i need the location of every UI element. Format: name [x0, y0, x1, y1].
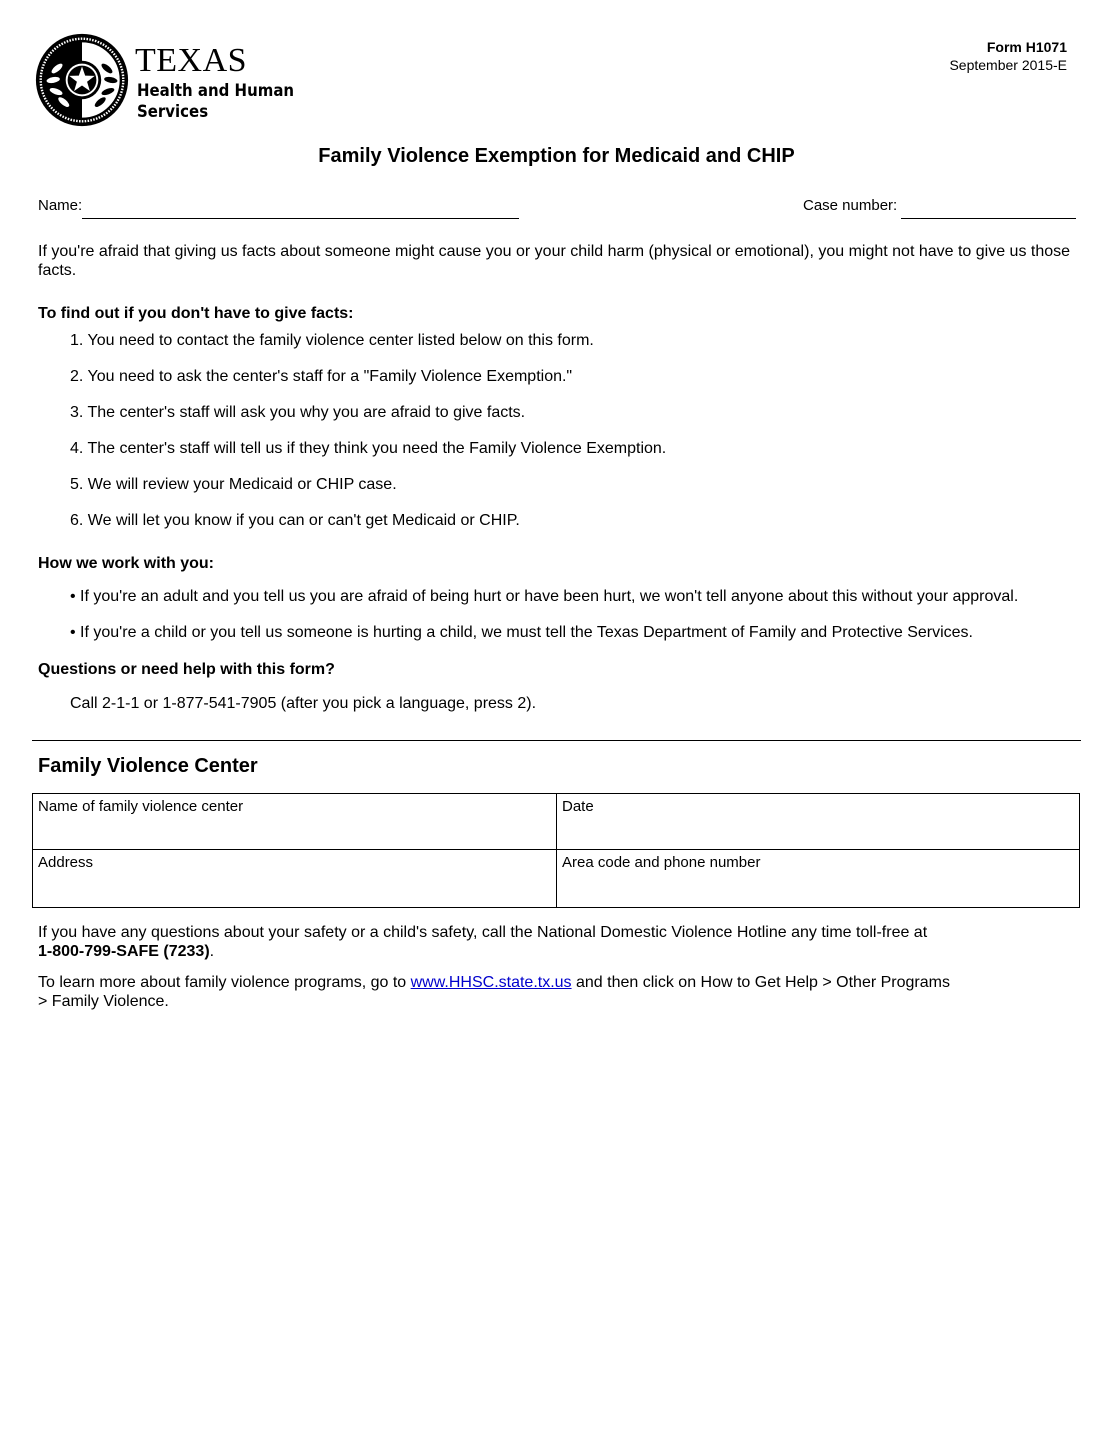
find-out-heading: To find out if you don't have to give facts: [38, 305, 354, 322]
date-field[interactable] [557, 794, 1080, 850]
step-item: 4. The center's staff will tell us if they think you need the Family Violence Exemption. [70, 440, 667, 457]
step-item: 3. The center's staff will ask you why you are afraid to give facts. [70, 404, 526, 421]
bullet-item: • If you're a child or you tell us someone is hurting a child, we must tell the Texas Department of Family and Protective Services. [70, 624, 973, 641]
phone-field[interactable] [557, 850, 1080, 908]
page-title: Family Violence Exemption for Medicaid and CHIP [318, 145, 795, 167]
name-label: Name: [38, 197, 83, 214]
family-violence-center-title: Family Violence Center [38, 755, 258, 777]
name-field[interactable] [82, 218, 519, 219]
learn-more-paragraph [38, 973, 1078, 1011]
intro-paragraph: If you're afraid that giving us facts about someone might cause you or your child harm (physical or emotional), you might not have to give us those facts. [38, 243, 1071, 279]
help-text: Call 2-1-1 or 1-877-541-7905 (after you pick a language, press 2). [70, 695, 537, 712]
date-label: Date [562, 798, 594, 815]
section-divider [32, 740, 1081, 741]
brand-subtitle [137, 81, 294, 123]
family-violence-center-table [32, 793, 1080, 908]
brand-subtitle-line1: Health and Human [137, 81, 295, 101]
hhsc-website-link[interactable]: www.HHSC.state.tx.us [410, 974, 572, 991]
address-field[interactable] [33, 850, 557, 908]
bullet-item: • If you're an adult and you tell us you are afraid of being hurt or have been hurt, we won't tell anyone about this without your approval. [70, 588, 1019, 605]
help-heading: Questions or need help with this form? [38, 661, 335, 678]
center-name-field[interactable] [33, 794, 557, 850]
phone-label: Area code and phone number [562, 854, 761, 871]
hotline-paragraph [38, 923, 1078, 961]
hotline-end: . [209, 943, 215, 960]
address-label: Address [38, 854, 94, 871]
brand-name: TEXAS [135, 42, 248, 79]
case-number-label: Case number: [803, 197, 898, 214]
learn-suffix-2: > Family Violence. [38, 993, 169, 1010]
brand-subtitle-line2: Services [137, 102, 209, 122]
step-item: 2. You need to ask the center's staff for a "Family Violence Exemption." [70, 368, 573, 385]
learn-prefix: To learn more about family violence programs, go to [38, 974, 411, 991]
step-item: 6. We will let you know if you can or can't get Medicaid or CHIP. [70, 512, 520, 529]
form-identifier [949, 38, 1067, 74]
learn-suffix: and then click on How to Get Help > Other Programs [571, 974, 950, 991]
work-with-you-heading: How we work with you: [38, 555, 215, 572]
form-date: September 2015-E [949, 57, 1067, 73]
step-item: 1. You need to contact the family violence center listed below on this form. [70, 332, 594, 349]
texas-seal-icon [34, 32, 130, 128]
case-number-field[interactable] [901, 218, 1076, 219]
center-name-label: Name of family violence center [38, 798, 244, 815]
hotline-number: 1-800-799-SAFE (7233) [38, 943, 210, 960]
form-number: Form H1071 [986, 39, 1067, 55]
hotline-text: If you have any questions about your safety or a child's safety, call the National Domestic Violence Hotline any time toll-free at [38, 924, 928, 941]
step-item: 5. We will review your Medicaid or CHIP case. [70, 476, 397, 493]
